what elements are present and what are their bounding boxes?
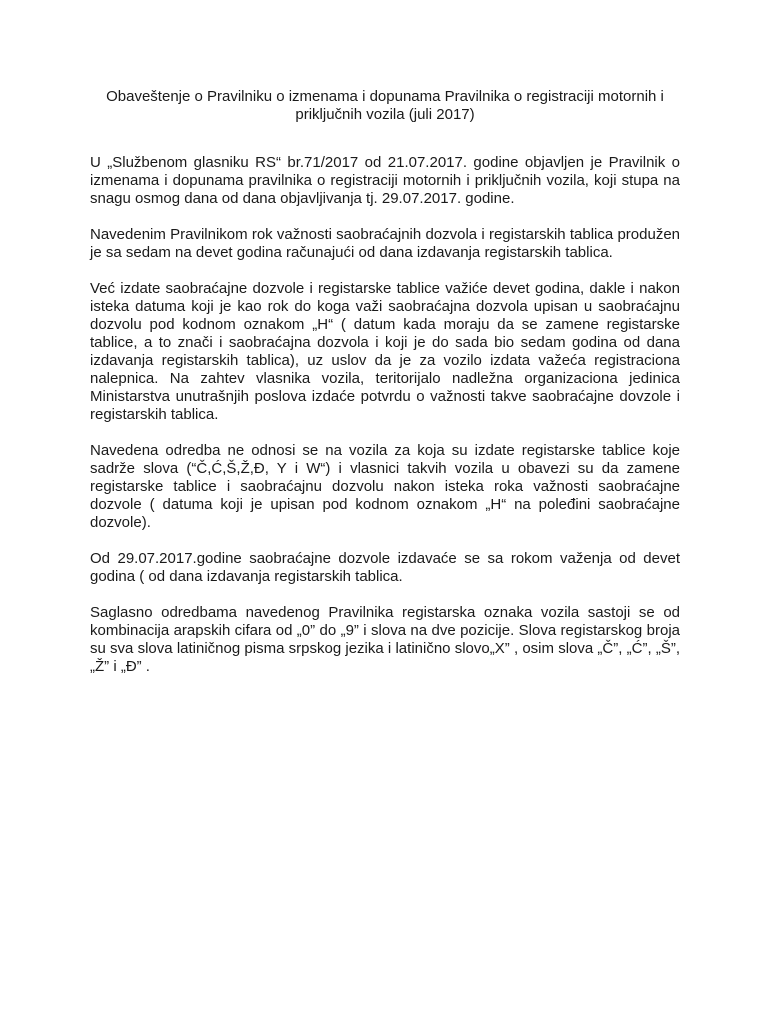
paragraph-publication: U „Službenom glasniku RS“ br.71/2017 od 21.07.2017. godine objavljen je Pravilnik o izmenama i dopunama pravilnika o registraciji motornih i priključnih vozila, koji stupa na snagu osmog dana od dana objavljivanja tj. 29.07.2017. godine. <box>90 154 680 207</box>
paragraph-existing-documents: Već izdate saobraćajne dozvole i registarske tablice važiće devet godina, dakle i nakon isteka datuma koji je kao rok do koga važi saobraćajna dozvola upisan u saobraćajnu dozvolu pod kodnom oznakom „H“ ( datum kada moraju da se zamene registarske tablice, a to znači i saobraćajna dozvola i koji je do sada bio sedam godina od dana izdavanja registarskih tablica), uz uslov da je za vozilo izdata važeća registraciona nalepnica. Na zahtev vlasnika vozila, teritorijalo nadležna organizaciona jedinica Ministarstva unutrašnjih poslova izdaće potvrdu o važnosti takve saobraćajne dovzole i registarskih tablica. <box>90 280 680 423</box>
paragraph-exceptions: Navedena odredba ne odnosi se na vozila za koja su izdate registarske tablice koje sadrže slova (“Č,Ć,Š,Ž,Đ, Y i W“) i vlasnici takvih vozila u obavezi su da zamene registarske tablice i saobraćajnu dozvolu nakon isteka roka važnosti saobraćajne dozvole ( datuma koji je upisan pod kodnom oznakom „H“ na poleđini saobraćajne dozvole). <box>90 442 680 531</box>
document-title: Obaveštenje o Pravilniku o izmenama i dopunama Pravilnika o registraciji motornih i priključnih vozila (juli 2017) <box>106 88 664 123</box>
document-page <box>90 88 680 694</box>
paragraph-validity-extension: Navedenim Pravilnikom rok važnosti saobraćajnih dozvola i registarskih tablica produžen je sa sedam na devet godina računajući od dana izdavanja registarskih tablica. <box>90 226 680 261</box>
paragraph-plate-format: Saglasno odredbama navedenog Pravilnika registarska oznaka vozila sastoji se od kombinacija arapskih cifara od „0” do „9” i slova na dve pozicije. Slova registarskog broja su sva slova latiničnog pisma srpskog jezika i latinično slovo„X” , osim slova „Č”, „Ć”, „Š”, „Ž” i „Đ” . <box>90 604 680 675</box>
paragraph-new-licenses: Od 29.07.2017.godine saobraćajne dozvole izdavaće se sa rokom važenja od devet godina ( od dana izdavanja registarskih tablica. <box>90 550 680 585</box>
